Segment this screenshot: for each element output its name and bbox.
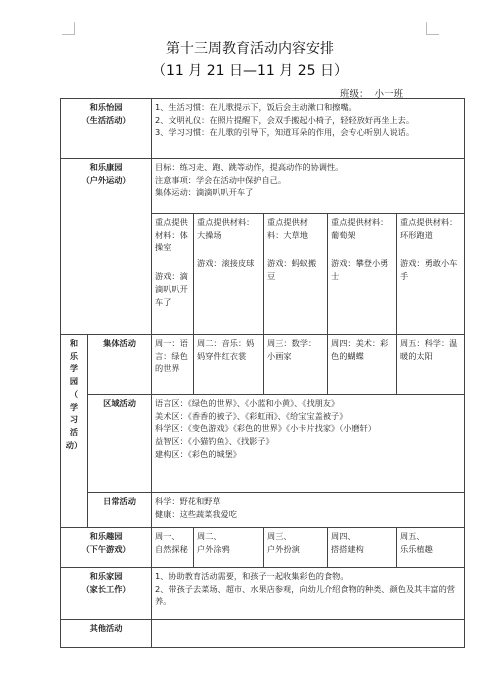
area-activity-line: 益智区：《小猫钓鱼》、《找影子》 [155, 436, 274, 447]
outdoor-group-game: 集体运动：滴滴叭叭开车了 [155, 187, 254, 198]
daily-activity-content [152, 493, 465, 528]
area-activity-label: 区域活动 [88, 395, 152, 493]
other-content [152, 620, 465, 648]
afternoon-activity: 乐乐植趣 [400, 543, 433, 554]
daily-activity-line: 科学：野花和野草 [155, 496, 221, 506]
outdoor-material: 重点提供材料：葡萄架 [331, 217, 389, 240]
family-section-header [61, 568, 152, 620]
page-corner-mark-right [426, 22, 439, 35]
daily-activity-line: 健康：这些蔬菜我爱吃 [155, 508, 237, 519]
outdoor-material: 重点提供材料：大操场 [197, 217, 255, 240]
learning-title-char: 和 [69, 338, 79, 348]
family-subtitle: （家长工作） [81, 583, 131, 594]
outdoor-subtitle: （户外运动） [81, 174, 131, 185]
family-content [152, 568, 465, 620]
outdoor-game: 游戏：蚂蚁搬豆 [267, 258, 317, 282]
group-activity-day: 周一：语言：绿色的世界 [152, 335, 194, 395]
schedule-table [60, 98, 465, 648]
learning-title-char: 活 [69, 426, 79, 437]
afternoon-day-cell [328, 528, 397, 568]
outdoor-day-cell [152, 214, 194, 335]
outdoor-section-header [61, 159, 152, 335]
afternoon-activity: 自然探秘 [155, 543, 188, 554]
life-title: 和乐怡园 [89, 102, 123, 112]
group-activity-day: 周四：美术：彩色的蝴蝶 [328, 335, 397, 395]
learning-title-char: 园 [69, 376, 79, 387]
learning-section-header [61, 335, 88, 528]
life-row [61, 99, 465, 159]
outdoor-game: 游戏：勇敢小车手 [400, 258, 458, 282]
outdoor-game: 游戏：攀登小勇士 [331, 258, 389, 282]
afternoon-title: 和乐趣园 [89, 531, 123, 541]
learning-title-char: 乐 [69, 350, 79, 361]
outdoor-game: 游戏：滚接皮球 [197, 258, 255, 269]
area-activity-line: 科学区：《变色游戏》《彩色的世界》《小卡片找家》（小磨轩） [155, 423, 377, 434]
daily-activity-label: 日常活动 [88, 493, 152, 528]
area-activity-line: 建构区：《彩色的城堡》 [155, 448, 241, 459]
outdoor-material: 重点提供材料：体操室 [155, 217, 188, 253]
learning-title-char: 习 [69, 414, 79, 425]
outdoor-material: 重点提供材料：大草地 [267, 217, 308, 240]
afternoon-day-cell [397, 528, 465, 568]
other-row [61, 620, 465, 648]
outdoor-material: 重点提供材料：环形跑道 [400, 217, 458, 240]
life-content [152, 99, 465, 159]
group-activity-day: 周五：科学：温暖的太阳 [397, 335, 465, 395]
outdoor-goal: 目标：练习走、跑、跳等动作，提高动作的协调性。 [155, 162, 344, 172]
group-activity-label: 集体活动 [88, 335, 152, 395]
outdoor-note: 注意事项：学会在活动中保护自己。 [155, 174, 287, 185]
area-activity-line: 美术区：《香香的被子》、《彩虹雨》、《给宝宝盖被子》 [155, 410, 348, 421]
life-line: 3、学习习惯：在儿歌的引导下，知道耳朵的作用，会专心听别人说话。 [155, 127, 415, 138]
afternoon-activity: 搭搭建构 [331, 543, 364, 554]
group-activity-day: 周二：音乐：妈妈穿件红衣裳 [194, 335, 264, 395]
afternoon-subtitle: （下午游戏） [81, 543, 131, 554]
outdoor-game: 游戏：滴滴叭叭开车了 [155, 271, 188, 307]
afternoon-day: 周五、 [400, 531, 425, 541]
class-value: 小一班 [374, 89, 404, 100]
learning-group-row [61, 335, 465, 395]
afternoon-day: 周三、 [267, 531, 292, 541]
page-corner-mark-left [62, 22, 75, 35]
afternoon-day-cell [264, 528, 328, 568]
family-title: 和乐家园 [89, 571, 123, 581]
outdoor-day-cell [328, 214, 397, 335]
life-subtitle: （生活活动） [81, 114, 131, 125]
afternoon-section-header [61, 528, 152, 568]
afternoon-day: 周二、 [197, 531, 222, 541]
afternoon-activity: 户外扮演 [267, 543, 300, 554]
outdoor-intro [152, 159, 465, 214]
group-activity-day: 周三：数学：小画家 [264, 335, 328, 395]
life-section-header [61, 99, 152, 159]
learning-daily-row [61, 493, 465, 528]
family-line: 2、带孩子去菜场、超市、水果店参观，向幼儿介绍食物的种类、颜色及其丰富的营养。 [155, 583, 455, 607]
afternoon-day-cell [152, 528, 194, 568]
life-line: 2、文明礼仪：在照片提醒下，会双手搬起小椅子，轻轻放好再坐上去。 [155, 114, 415, 125]
afternoon-row [61, 528, 465, 568]
learning-title-char: 动） [65, 439, 83, 450]
life-line: 1、生活习惯：在儿歌提示下，饭后会主动漱口和擦嘴。 [155, 102, 357, 112]
learning-area-row [61, 395, 465, 493]
afternoon-day: 周四、 [331, 531, 356, 541]
family-line: 1、协助教育活动需要，和孩子一起收集彩色的食物。 [155, 571, 349, 581]
family-row [61, 568, 465, 620]
outdoor-day-cell [194, 214, 264, 335]
class-label: 班级： [340, 89, 369, 100]
document-title: 第十三周教育活动内容安排 [166, 41, 334, 57]
afternoon-day-cell [194, 528, 264, 568]
area-activity-content [152, 395, 465, 493]
learning-title-char: 学 [69, 401, 79, 412]
learning-title-char: （ [69, 388, 79, 399]
outdoor-intro-row [61, 159, 465, 214]
outdoor-title: 和乐康园 [89, 162, 123, 172]
outdoor-day-cell [397, 214, 465, 335]
learning-title-char: 学 [69, 363, 79, 374]
afternoon-activity: 户外涂鸦 [197, 543, 230, 554]
document-date-range: （11 月 21 日—11 月 25 日） [152, 63, 348, 79]
other-section-header: 其他活动 [61, 620, 152, 648]
outdoor-day-cell [264, 214, 328, 335]
area-activity-line: 语言区：《绿色的世界》、《小蓝和小黄》、《找朋友》 [155, 398, 340, 408]
afternoon-day: 周一、 [155, 531, 180, 541]
